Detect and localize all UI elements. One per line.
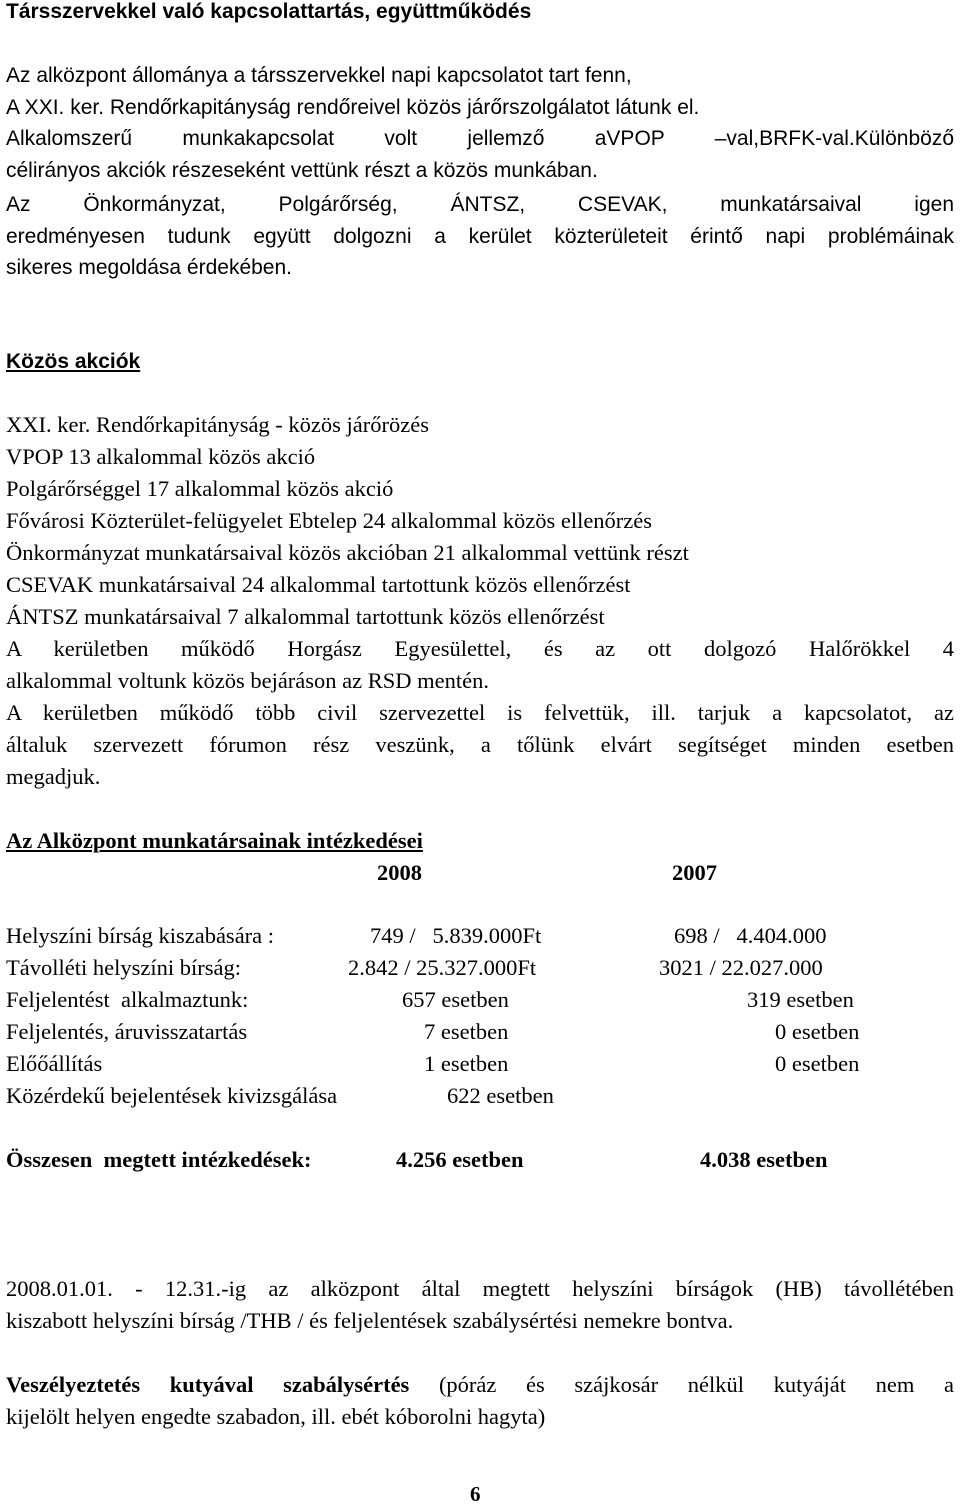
- list-item: megadjuk.: [6, 764, 101, 789]
- paragraph-line: Alkalomszerű munkakapcsolat volt jellemző aVPOP –val,BRFK-val.Különböző: [6, 127, 954, 150]
- column-header-2008: 2008: [377, 860, 422, 885]
- list-item: Önkormányzat munkatársaival közös akcióban 21 alkalommal vettünk részt: [6, 540, 689, 565]
- list-item: általuk szervezett fórumon rész veszünk, a tőlünk elvárt segítséget minden esetben: [6, 732, 954, 757]
- section-heading-cooperation: Társszervekkel való kapcsolattartás, együttműködés: [6, 0, 532, 23]
- paragraph-line: A XXI. ker. Rendőrkapitányság rendőreivel közös járőrszolgálatot látunk el.: [6, 96, 700, 119]
- list-item: CSEVAK munkatársaival 24 alkalommal tartottunk közös ellenőrzést: [6, 572, 631, 597]
- row-value-2007: 0 esetben: [775, 1051, 860, 1076]
- paragraph-line: kijelölt helyen engedte szabadon, ill. ebét kóborolni hagyta): [6, 1404, 546, 1429]
- row-label: Helyszíni bírság kiszabására :: [6, 923, 275, 948]
- list-item: A kerületben működő több civil szervezettel is felvettük, ill. tarjuk a kapcsolatot, az: [6, 700, 954, 725]
- paragraph-line: Az alközpont állománya a társszervekkel napi kapcsolatot tart fenn,: [6, 64, 632, 87]
- list-item: VPOP 13 alkalommal közös akció: [6, 444, 316, 469]
- column-header-2007: 2007: [672, 860, 717, 885]
- paragraph-line: 2008.01.01. - 12.31.-ig az alközpont által megtett helyszíni bírságok (HB) távollétében: [6, 1276, 954, 1301]
- row-value-2008: 657 esetben: [402, 987, 509, 1012]
- list-item: A kerületben működő Horgász Egyesülettel, és az ott dolgozó Halőrökkel 4: [6, 636, 954, 661]
- offence-paragraph: [6, 1372, 954, 1398]
- row-label: Feljelentés, áruvisszatartás: [6, 1019, 248, 1044]
- total-value-2008: 4.256 esetben: [396, 1147, 524, 1172]
- row-value-2008: 2.842 / 25.327.000Ft: [348, 955, 537, 980]
- paragraph-line: célirányos akciók részeseként vettünk részt a közös munkában.: [6, 159, 598, 182]
- page-number: 6: [470, 1482, 481, 1506]
- row-label: Közérdekű bejelentések kivizsgálása: [6, 1083, 338, 1108]
- offence-description: (póráz és szájkosár nélkül kutyáját nem a: [409, 1372, 954, 1397]
- row-value-2007: 319 esetben: [747, 987, 854, 1012]
- row-value-2007: 3021 / 22.027.000: [659, 955, 823, 980]
- row-value-2007: 0 esetben: [775, 1019, 860, 1044]
- paragraph-line: eredményesen tudunk együtt dolgozni a kerület közterületeit érintő napi problémáinak: [6, 225, 954, 248]
- row-value-2008: 1 esetben: [424, 1051, 509, 1076]
- paragraph-line: sikeres megoldása érdekében.: [6, 256, 293, 279]
- row-value-2008: 622 esetben: [447, 1083, 554, 1108]
- list-item: alkalommal voltunk közös bejáráson az RSD mentén.: [6, 668, 490, 693]
- list-item: XXI. ker. Rendőrkapitányság - közös járőrözés: [6, 412, 429, 437]
- row-value-2008: 7 esetben: [424, 1019, 509, 1044]
- list-item: Fővárosi Közterület-felügyelet Ebtelep 24 alkalommal közös ellenőrzés: [6, 508, 653, 533]
- section-heading-measures: Az Alközpont munkatársainak intézkedései: [6, 828, 423, 853]
- total-label: Összesen megtett intézkedések:: [6, 1147, 312, 1172]
- list-item: ÁNTSZ munkatársaival 7 alkalommal tartottunk közös ellenőrzést: [6, 604, 605, 629]
- offence-term: Veszélyeztetés kutyával szabálysértés: [6, 1372, 410, 1397]
- row-label: Feljelentést alkalmaztunk:: [6, 987, 249, 1012]
- row-value-2007: 698 / 4.404.000: [674, 923, 827, 948]
- row-label: Távolléti helyszíni bírság:: [6, 955, 241, 980]
- paragraph-line: kiszabott helyszíni bírság /THB / és feljelentések szabálysértési nemekre bontva.: [6, 1308, 734, 1333]
- list-item: Polgárőrséggel 17 alkalommal közös akció: [6, 476, 394, 501]
- paragraph-line: Az Önkormányzat, Polgárőrség, ÁNTSZ, CSEVAK, munkatársaival igen: [6, 193, 954, 216]
- row-label: Előőállítás: [6, 1051, 103, 1076]
- total-value-2007: 4.038 esetben: [700, 1147, 828, 1172]
- section-heading-joint-actions: Közös akciók: [6, 350, 141, 373]
- row-value-2008: 749 / 5.839.000Ft: [370, 923, 542, 948]
